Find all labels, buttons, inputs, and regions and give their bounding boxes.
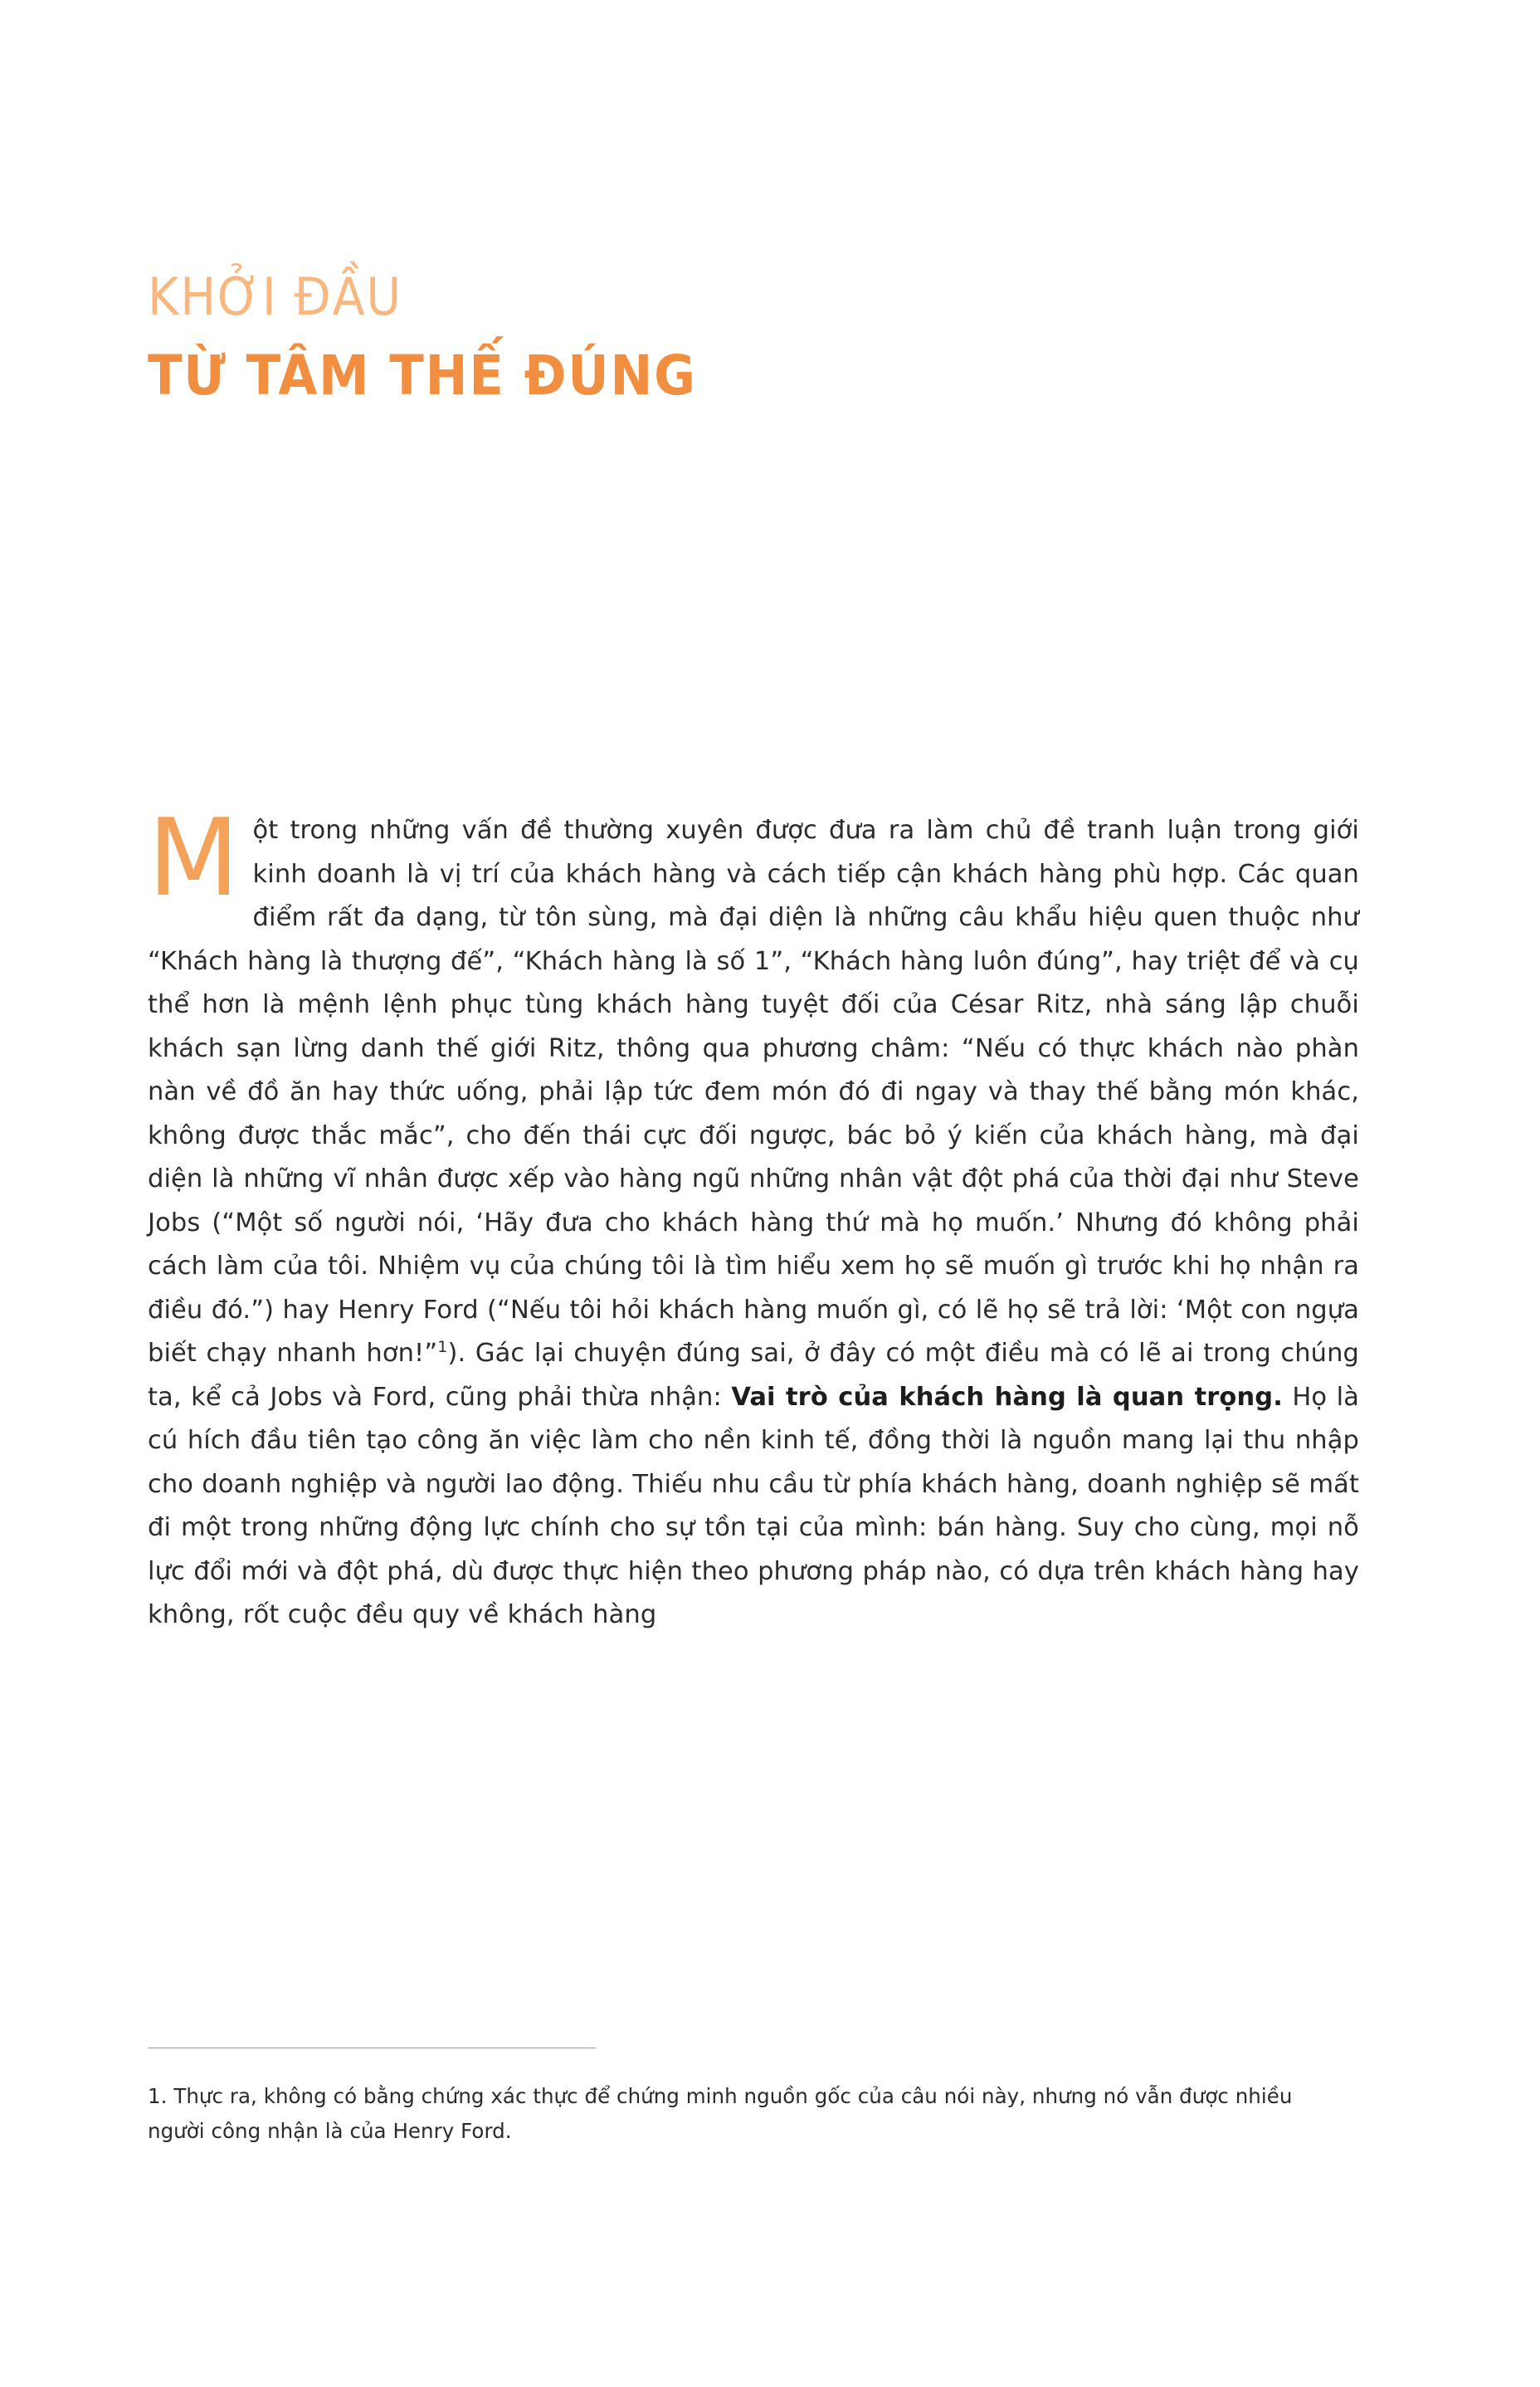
paragraph-segment-3: Họ là cú hích đầu tiên tạo công ăn việc làm cho nền kinh tế, đồng thời là nguồn mang lại thu nhập cho doanh nghiệp và người lao động. Thiếu nhu cầu từ phía khách hàng, doanh nghiệp sẽ mất đi một trong những động lực chính cho sự tồn tại của mình: bán hàng. Suy cho cùng, mọi nỗ lực đổi mới và đột phá, dù được thực hiện theo phương pháp nào, có dựa trên khách hàng hay không, rốt cuộc đều quy về khách hàng <box>148 1382 1360 1629</box>
footnote-reference: 1 <box>437 1337 448 1356</box>
chapter-title-line-2: TỪ TÂM THẾ ĐÚNG <box>148 344 697 408</box>
chapter-title-line-1: KHỞI ĐẦU <box>148 266 403 327</box>
emphasized-phrase: Vai trò của khách hàng là quan trọng. <box>731 1382 1283 1412</box>
chapter-title <box>148 264 1226 412</box>
footnote-text: 1. Thực ra, không có bằng chứng xác thực để chứng minh nguồn gốc của câu nói này, nhưng nó vẫn được nhiều người công nhận là của Henry Ford. <box>148 2084 1293 2143</box>
paragraph-segment-2: ). Gác lại chuyện đúng sai, ở đây có một điều mà có lẽ ai trong chúng ta, kể cả Jobs và Ford, cũng phải thừa nhận: <box>148 1339 1359 1412</box>
opening-paragraph <box>148 797 1360 1638</box>
body-text-block <box>148 797 1360 1638</box>
page-content <box>148 0 1360 2387</box>
drop-cap: M <box>148 797 240 920</box>
paragraph-segment-1: ột trong những vấn đề thường xuyên được đưa ra làm chủ đề tranh luận trong giới kinh doanh là vị trí của khách hàng và cách tiếp cận khách hàng phù hợp. Các quan điểm rất đa dạng, từ tôn sùng, mà đại diện là những câu khẩu hiệu quen thuộc như “Khách hàng là thượng đế”, “Khách hàng là số 1”, “Khách hàng luôn đúng”, hay triệt để và cụ thể hơn là mệnh lệnh phục tùng khách hàng tuyệt đối của César Ritz, nhà sáng lập chuỗi khách sạn lừng danh thế giới Ritz, thông qua phương châm: “Nếu có thực khách nào phàn nàn về đồ ăn hay thức uống, phải lập tức đem món đó đi ngay và thay thế bằng món khác, không được thắc mắc”, cho đến thái cực đối ngược, bác bỏ ý kiến của khách hàng, mà đại diện là những vĩ nhân được xếp vào hàng ngũ những nhân vật đột phá của thời đại như Steve Jobs (“Một số người nói, ‘Hãy đưa cho khách hàng thứ mà họ muốn.’ Nhưng đó không phải cách làm của tôi. Nhiệm vụ của chúng tôi là tìm hiểu xem họ sẽ muốn gì trước khi họ nhận ra điều đó.”) hay Henry Ford (“Nếu tôi hỏi khách hàng muốn gì, có lẽ họ sẽ trả lời: ‘Một con ngựa biết chạy nhanh hơn!” <box>148 816 1359 1368</box>
